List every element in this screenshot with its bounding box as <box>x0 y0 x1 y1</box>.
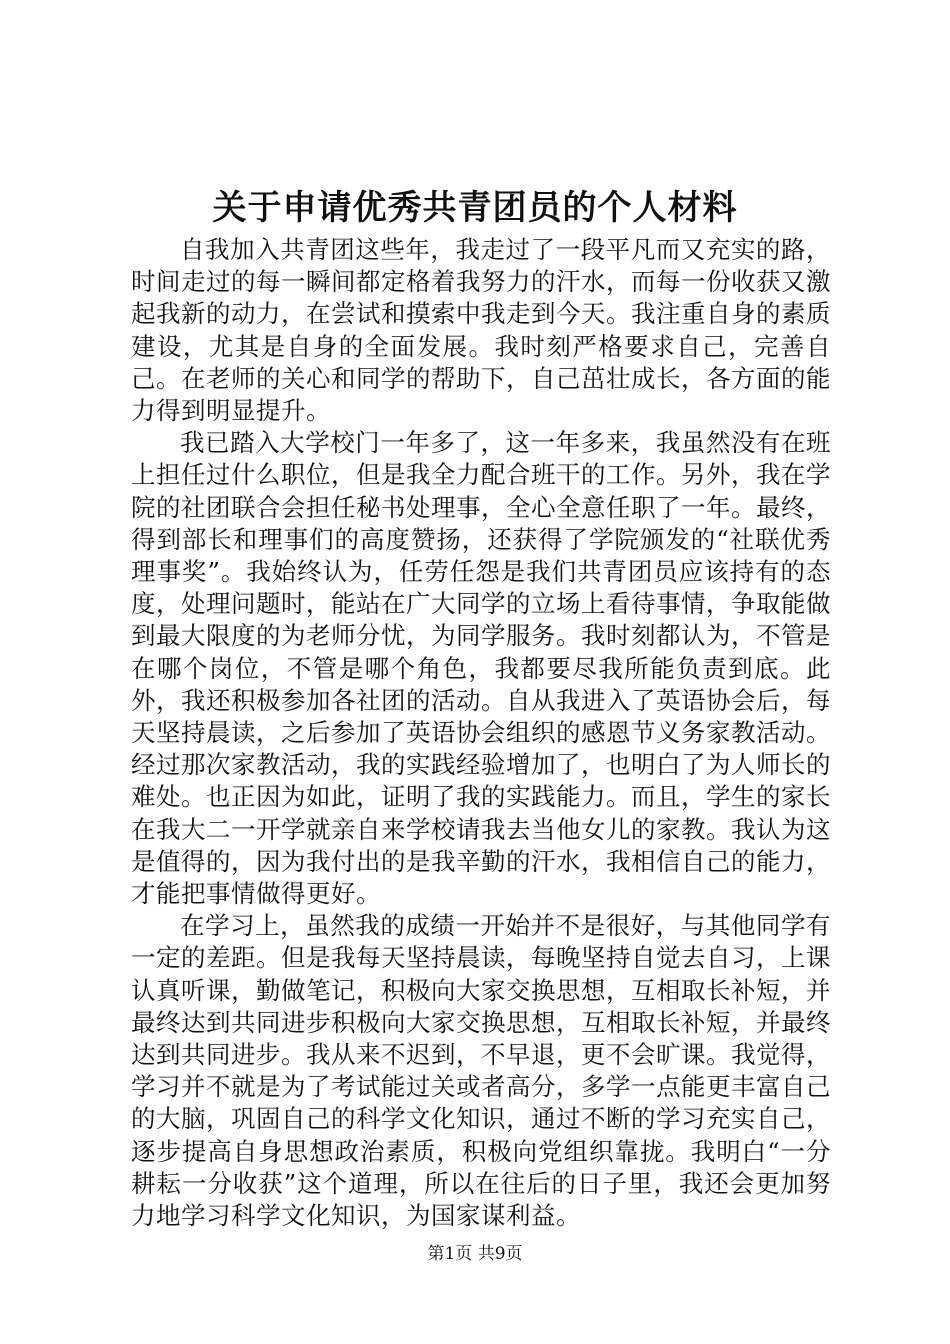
paragraph-2: 我已踏入大学校门一年多了，这一年多来，我虽然没有在班上担任过什么职位，但是我全力配合班干的工作。另外，我在学院的社团联合会担任秘书处理事，全心全意任职了一年。最终，得到部长和理事们的高度赞扬，还获得了学院颁发的“社联优秀理事奖”。我始终认为，任劳任怨是我们共青团员应该持有的态度，处理问题时，能站在广大同学的立场上看待事情，争取能做到最大限度的为老师分忧，为同学服务。我时刻都认为，不管是在哪个岗位，不管是哪个角色，我都要尽我所能负责到底。此外，我还积极参加各社团的活动。自从我进入了英语协会后，每天坚持晨读，之后参加了英语协会组织的感恩节义务家教活动。经过那次家教活动，我的实践经验增加了，也明白了为人师长的难处。也正因为如此，证明了我的实践能力。而且，学生的家长在我大二一开学就亲自来学校请我去当他女儿的家教。我认为这是值得的，因为我付出的是我辛勤的汗水，我相信自己的能力，才能把事情做得更好。 <box>131 428 831 909</box>
document-title: 关于申请优秀共青团员的个人材料 <box>212 188 738 228</box>
paragraph-1: 自我加入共青团这些年，我走过了一段平凡而又充实的路，时间走过的每一瞬间都定格着我努力的汗水，而每一份收获又激起我新的动力，在尝试和摸索中我走到今天。我注重自身的素质建设，尤其是自身的全面发展。我时刻严格要求自己，完善自己。在老师的关心和同学的帮助下，自己茁壮成长，各方面的能力得到明显提升。 <box>131 235 831 426</box>
paragraph-3: 在学习上，虽然我的成绩一开始并不是很好，与其他同学有一定的差距。但是我每天坚持晨读，每晚坚持自觉去自习，上课认真听课，勤做笔记，积极向大家交换思想，互相取长补短，并最终达到共同进步积极向大家交换思想，互相取长补短，并最终达到共同进步。我从来不迟到，不早退，更不会旷课。我觉得，学习并不就是为了考试能过关或者高分，多学一点能更丰富自己的大脑，巩固自己的科学文化知识，通过不断的学习充实自己，逐步提高自身思想政治素质，积极向党组织靠拢。我明白“一分耕耘一分收获”这个道理，所以在往后的日子里，我还会更加努力地学习科学文化知识，为国家谋利益。 <box>131 911 831 1231</box>
document-body <box>131 234 831 1232</box>
page-footer: 第1页 共9页 <box>427 1244 523 1264</box>
